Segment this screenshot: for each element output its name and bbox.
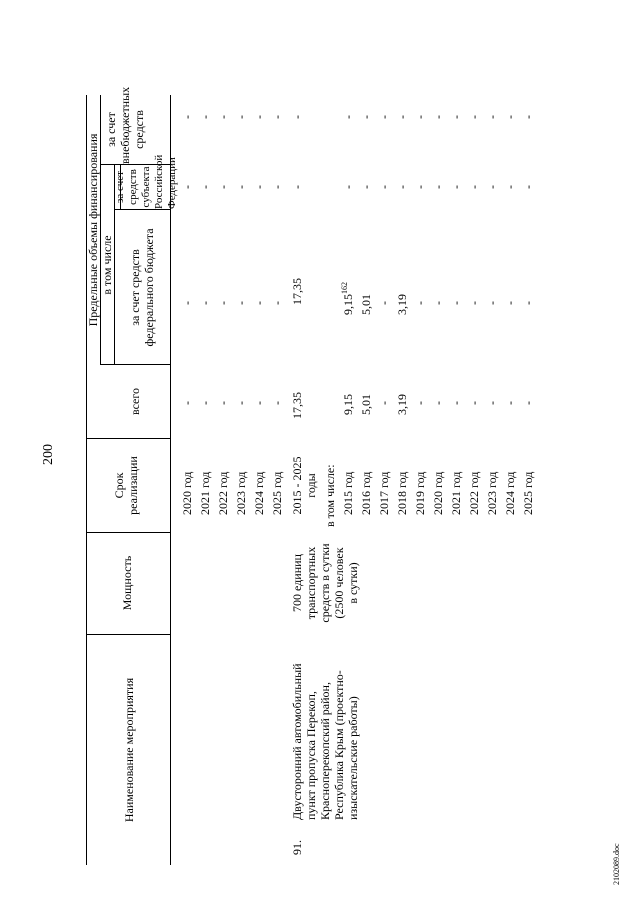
- header-regional: за счет средств субъекта Российской Федерации: [114, 154, 178, 209]
- cell-extra: -: [198, 115, 212, 119]
- table-row-year: 2018 год: [395, 471, 409, 515]
- footnote-marker: 162: [340, 282, 349, 294]
- table-row-year: 2016 год: [359, 471, 373, 515]
- cell-regional: -: [503, 185, 517, 189]
- cell-total: -: [467, 401, 481, 405]
- cell-federal: -: [270, 301, 284, 305]
- cell-federal: -: [180, 301, 194, 305]
- header-name: Наименование мероприятия: [122, 677, 136, 823]
- table-row-year: 2025 год: [270, 471, 284, 515]
- footer-doc-code: 2102089.doc: [612, 843, 621, 885]
- cell-federal: -: [485, 301, 499, 305]
- item-name: Двусторонний автомобильный пункт пропуска Перекоп, Красноперекопский район, Республика Крым (проектно- изыскательские работы): [290, 663, 360, 820]
- item-period: 2015 - 2025 годы: [290, 456, 318, 515]
- header-federal: за счет средств федерального бюджета: [128, 228, 156, 347]
- cell-regional: -: [485, 185, 499, 189]
- cell-regional: -: [252, 185, 266, 189]
- table-row-year: 2024 год: [252, 471, 266, 515]
- cell-federal: -: [431, 301, 445, 305]
- cell-extra: -: [449, 115, 463, 119]
- table-row-year: 2019 год: [413, 471, 427, 515]
- table-row-year: 2024 год: [503, 471, 517, 515]
- cell-federal: -: [216, 301, 230, 305]
- cell-federal: -: [413, 301, 427, 305]
- cell-regional: -: [413, 185, 427, 189]
- cell-total: -: [521, 401, 535, 405]
- cell-extra: -: [341, 115, 355, 119]
- table-row-year: 2022 год: [216, 471, 230, 515]
- header-total: всего: [128, 387, 142, 416]
- cell-extra: -: [377, 115, 391, 119]
- table-row-year: 2021 год: [449, 471, 463, 515]
- table-row-year: 2022 год: [467, 471, 481, 515]
- cell-total: -: [198, 401, 212, 405]
- cell-federal: -: [234, 301, 248, 305]
- item-period-regional: -: [290, 185, 304, 189]
- including-label: в том числе:: [323, 464, 337, 527]
- cell-regional: -: [395, 185, 409, 189]
- cell-total: 9,15: [341, 394, 355, 415]
- cell-total: -: [485, 401, 499, 405]
- cell-federal: -: [503, 301, 517, 305]
- cell-extra: -: [467, 115, 481, 119]
- cell-extra: -: [431, 115, 445, 119]
- cell-total: -: [449, 401, 463, 405]
- cell-regional: -: [341, 185, 355, 189]
- cell-extra: -: [216, 115, 230, 119]
- cell-federal: -: [521, 301, 535, 305]
- cell-regional: -: [234, 185, 248, 189]
- cell-regional: -: [198, 185, 212, 189]
- cell-extra: -: [234, 115, 248, 119]
- cell-total: -: [413, 401, 427, 405]
- cell-total: -: [503, 401, 517, 405]
- cell-extra: -: [485, 115, 499, 119]
- header-term: Срок реализации: [112, 456, 140, 515]
- cell-total: -: [377, 401, 391, 405]
- table-row-year: 2020 год: [180, 471, 194, 515]
- cell-federal: [341, 282, 355, 315]
- cell-federal: -: [449, 301, 463, 305]
- cell-total: 3,19: [395, 394, 409, 415]
- cell-total: -: [180, 401, 194, 405]
- cell-regional: -: [449, 185, 463, 189]
- item-number: 91.: [290, 840, 304, 855]
- cell-total: 5,01: [359, 394, 373, 415]
- table-row-year: 2017 год: [377, 471, 391, 515]
- cell-extra: -: [270, 115, 284, 119]
- header-extra: за счет внебюджетных средств: [104, 86, 146, 164]
- header-rule-bottom: [170, 95, 171, 865]
- cell-extra: -: [252, 115, 266, 119]
- cell-total: -: [252, 401, 266, 405]
- item-capacity: 700 единиц транспортных средств в сутки (2500 человек в сутки): [290, 543, 360, 623]
- cell-regional: -: [377, 185, 391, 189]
- cell-regional: -: [467, 185, 481, 189]
- cell-extra: -: [395, 115, 409, 119]
- cell-federal: -: [252, 301, 266, 305]
- header-capacity: Мощность: [120, 555, 134, 611]
- item-period-total: 17,35: [290, 392, 304, 419]
- cell-federal: -: [377, 301, 391, 305]
- federal-value: 9,15: [341, 294, 355, 315]
- cell-total: -: [216, 401, 230, 405]
- cell-federal: 5,01: [359, 294, 373, 315]
- table-row-year: 2023 год: [485, 471, 499, 515]
- cell-extra: -: [503, 115, 517, 119]
- cell-extra: -: [180, 115, 194, 119]
- item-period-federal: 17,35: [290, 278, 304, 305]
- cell-extra: -: [521, 115, 535, 119]
- item-period-extra: -: [290, 115, 304, 119]
- cell-regional: -: [359, 185, 373, 189]
- cell-regional: -: [521, 185, 535, 189]
- header-including: в том числе: [100, 235, 114, 295]
- header-funding: Предельные объемы финансирования: [86, 133, 100, 327]
- table-row-year: 2015 год: [341, 471, 355, 515]
- table-row-year: 2020 год: [431, 471, 445, 515]
- table-row-year: 2021 год: [198, 471, 212, 515]
- cell-federal: -: [198, 301, 212, 305]
- cell-regional: -: [216, 185, 230, 189]
- cell-regional: -: [431, 185, 445, 189]
- cell-total: -: [431, 401, 445, 405]
- cell-federal: 3,19: [395, 294, 409, 315]
- cell-extra: -: [359, 115, 373, 119]
- table-row-year: 2023 год: [234, 471, 248, 515]
- cell-federal: -: [467, 301, 481, 305]
- page-number: 200: [41, 444, 56, 465]
- cell-regional: -: [180, 185, 194, 189]
- cell-regional: -: [270, 185, 284, 189]
- cell-extra: -: [413, 115, 427, 119]
- table-row-year: 2025 год: [521, 471, 535, 515]
- cell-total: -: [234, 401, 248, 405]
- cell-total: -: [270, 401, 284, 405]
